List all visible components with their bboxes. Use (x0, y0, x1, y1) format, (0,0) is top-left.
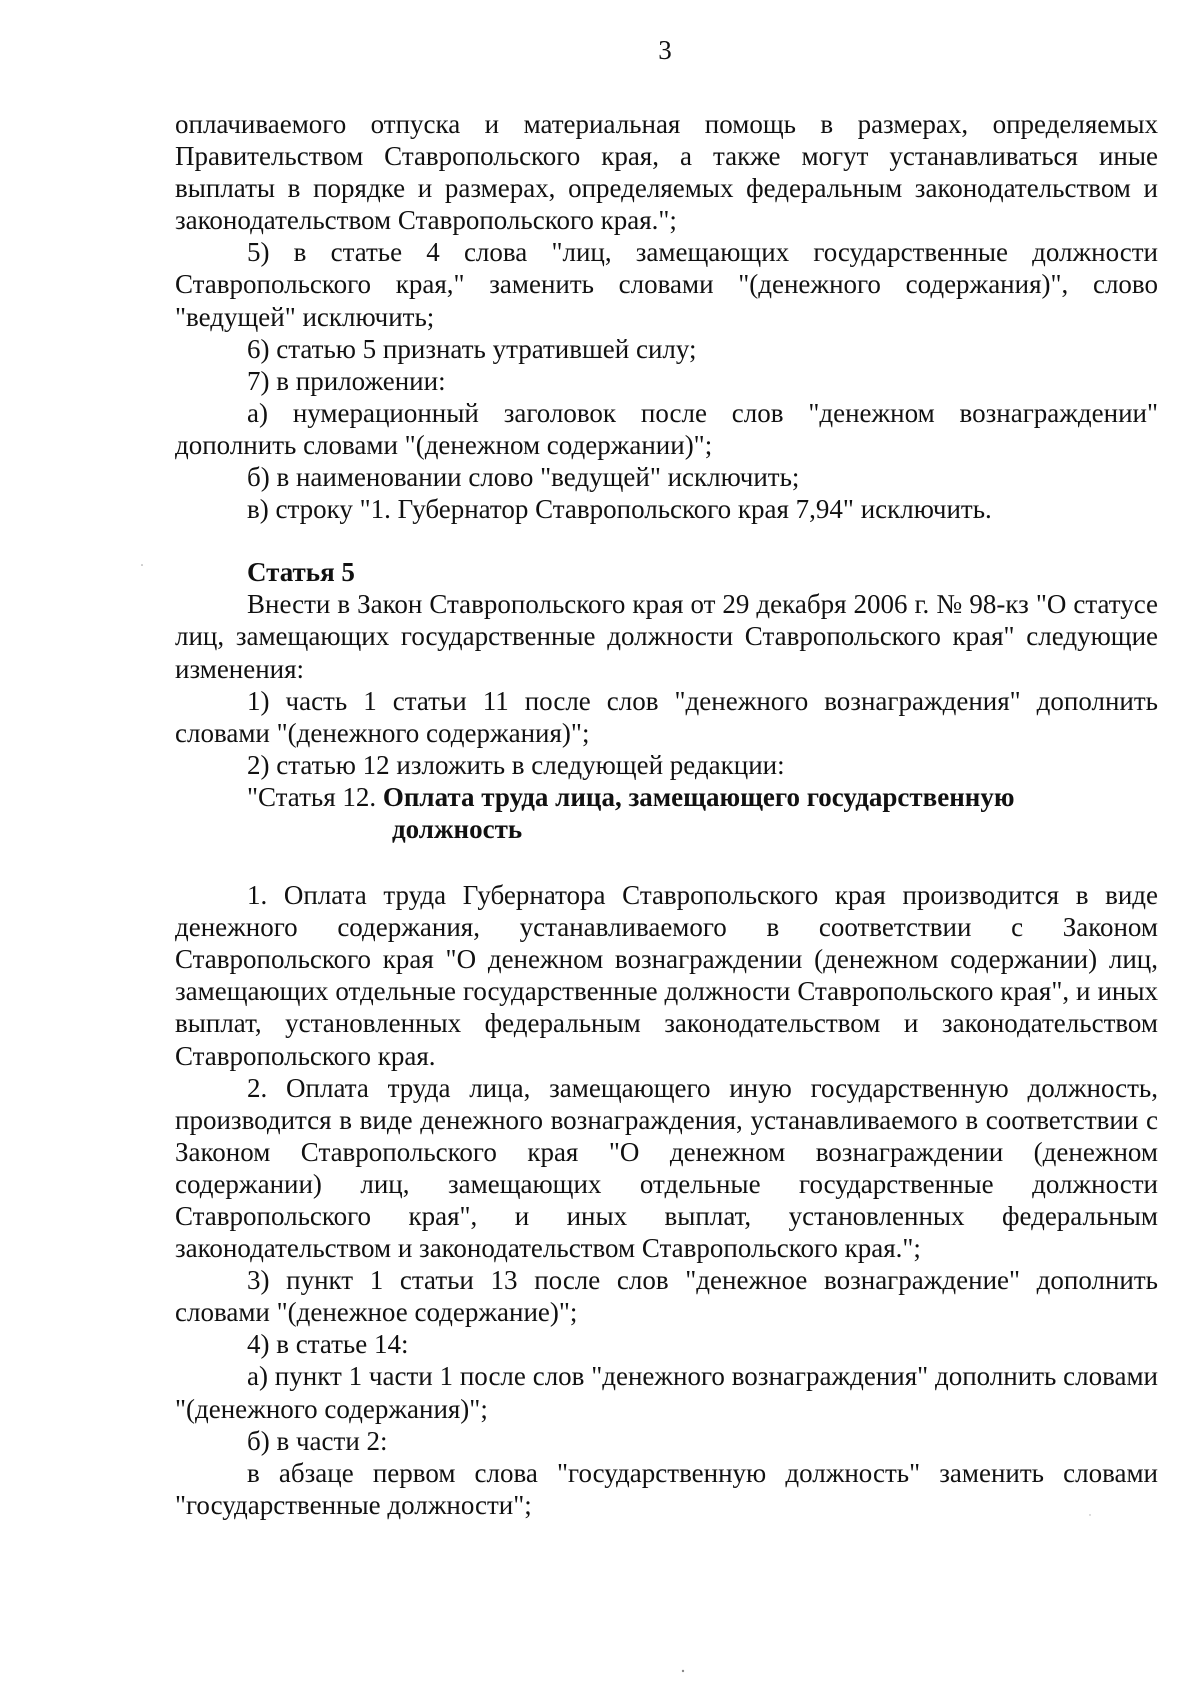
article-12-title (175, 781, 1158, 845)
article-12-prefix: "Статья 12. (247, 781, 383, 812)
article-12-title-line1: Оплата труда лица, замещающего государственную (382, 781, 1015, 812)
paragraph: оплачиваемого отпуска и материальная помощь в размерах, определяемых Правительством Ставропольского края, а также могут устанавливаться иные выплаты в порядке и размерах, определяемых федеральным законодательством и законодательством Ставропольского края."; (175, 109, 1158, 236)
paragraph: 2) статью 12 изложить в следующей редакции: (247, 749, 785, 780)
paragraph: 2. Оплата труда лица, замещающего иную государственную должность, производится в виде денежного вознаграждения, устанавливаемого в соответствии с Законом Ставропольского края "О денежном вознаграждении (денежном содержании) лиц, замещающих отдельные государственные должности Ставропольского края", и иных выплат, установленных федеральным законодательством и законодательством Ставропольского края."; (175, 1072, 1158, 1264)
paragraph: б) в части 2: (247, 1425, 388, 1456)
paragraph: 1) часть 1 статьи 11 после слов "денежного вознаграждения" дополнить словами "(денежного содержания)"; (175, 685, 1158, 748)
paragraph: б) в наименовании слово "ведущей" исключить; (247, 462, 800, 493)
page-number: 3 (658, 35, 672, 65)
paragraph: 7) в приложении: (247, 365, 446, 396)
paragraph: 5) в статье 4 слова "лиц, замещающих государственные должности Ставропольского края," заменить словами "(денежного содержания)", слово "ведущей" исключить; (175, 237, 1158, 332)
document-body (175, 108, 1158, 1521)
paragraph: Внести в Закон Ставропольского края от 29 декабря 2006 г. № 98-кз "О статусе лиц, замещающих государственные должности Ставропольского края" следующие изменения: (175, 589, 1158, 684)
article-12-title-line2: должность (392, 813, 523, 844)
paragraph: а) пункт 1 части 1 после слов "денежного вознаграждения" дополнить словами "(денежного содержания)"; (175, 1361, 1158, 1424)
paragraph: 3) пункт 1 статьи 13 после слов "денежное вознаграждение" дополнить словами "(денежное содержание)"; (175, 1265, 1158, 1328)
article-5-heading: Статья 5 (247, 557, 355, 588)
paragraph: 6) статью 5 признать утратившей силу; (247, 333, 697, 364)
paragraph: 4) в статье 14: (247, 1329, 409, 1360)
paragraph: а) нумерационный заголовок после слов "денежном вознаграждении" дополнить словами "(денежном содержании)"; (175, 397, 1158, 460)
paragraph: в абзаце первом слова "государственную должность" заменить словами "государственные должности"; (175, 1457, 1158, 1520)
paragraph: в) строку "1. Губернатор Ставропольского края 7,94" исключить. (247, 494, 992, 525)
paragraph: 1. Оплата труда Губернатора Ставропольского края производится в виде денежного содержания, устанавливаемого в соответствии с Законом Ставропольского края "О денежном вознаграждении (денежном содержании) лиц, замещающих отдельные государственные должности Ставропольского края", и иных выплат, установленных федеральным законодательством и законодательством Ставропольского края. (175, 880, 1158, 1071)
